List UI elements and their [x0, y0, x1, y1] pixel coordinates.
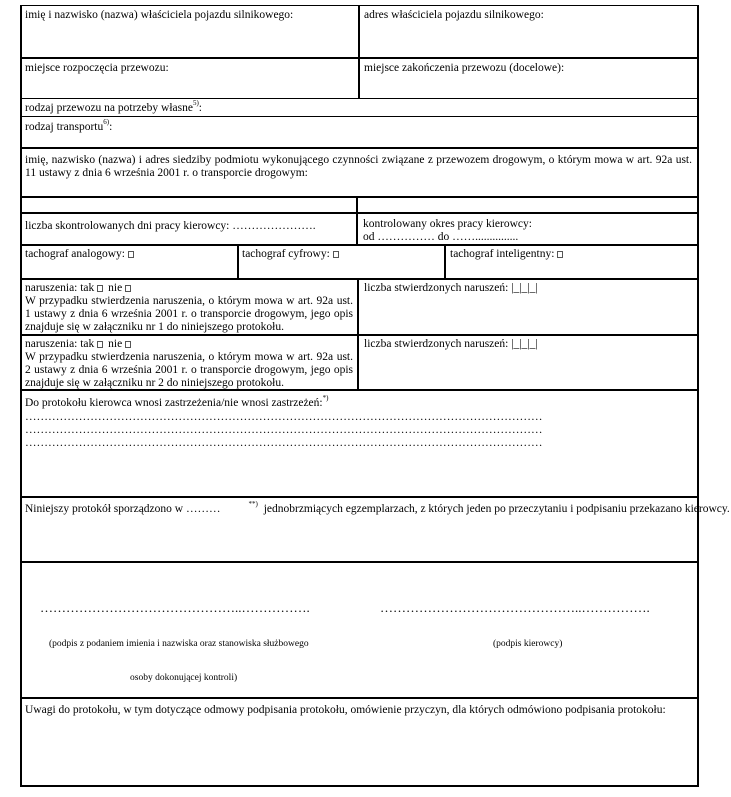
rule [20, 212, 699, 214]
digital-checkbox[interactable] [333, 251, 339, 258]
rule [20, 334, 699, 336]
violations-2-yes-checkbox[interactable] [97, 341, 103, 348]
rule [20, 196, 699, 198]
tachograph-smart: tachograf inteligentny: [450, 248, 565, 261]
copies-statement: Niniejszy protokół sporządzono w ……… **) jednobrzmiących egzemplarzach, z których jeden po przeczytaniu i podpisaniu przekazano kierowcy. [25, 500, 730, 515]
rule [20, 496, 699, 498]
rule [20, 561, 699, 563]
transport-type-label: rodzaj transportu$^{6)}$: [25, 118, 113, 133]
rule [20, 697, 699, 699]
violations-2-no-checkbox[interactable] [125, 341, 131, 348]
work-period-range: od …………… do ……............... [363, 231, 519, 243]
inspector-signature-line: ………………………………………..……………. [40, 600, 310, 615]
violations-2-choice: naruszenia: tak nie [25, 338, 133, 351]
column-divider [356, 196, 358, 245]
driver-signature-caption: (podpis kierowcy) [493, 639, 563, 649]
violations-2-count: liczba stwierdzonych naruszeń: |_|_|_| [364, 338, 538, 350]
objections-dots-1: ……………………………………………………………………………………………………………………… [25, 411, 543, 423]
smart-checkbox[interactable] [557, 251, 563, 258]
violations-1-yes-checkbox[interactable] [97, 285, 103, 292]
column-divider [237, 244, 239, 279]
objections-dots-3: ……………………………………………………………………………………………………………………… [25, 437, 543, 449]
driver-signature-line: ………………………………………..……………. [380, 600, 650, 615]
objections-dots-2: ……………………………………………………………………………………………………………………… [25, 424, 543, 436]
rule [20, 244, 699, 246]
remarks-label: Uwagi do protokołu, w tym dotyczące odmowy podpisania protokołu, omówienie przyczyn, dla których odmówiono podpisania protokołu: [25, 704, 666, 716]
inspector-signature-caption: (podpis z podaniem imienia i nazwiska oraz stanowiska służbowego [49, 639, 309, 649]
violations-1-no-checkbox[interactable] [125, 285, 131, 292]
rule [20, 147, 699, 149]
violations-1-choice: naruszenia: tak nie [25, 282, 133, 295]
days-checked-label: liczba skontrolowanych dni pracy kierowcy: …………………. [25, 220, 316, 232]
column-divider [444, 244, 446, 279]
tachograph-digital: tachograf cyfrowy: [242, 248, 341, 261]
own-needs-label: rodzaj przewozu na potrzeby własne$^{5)}$: [25, 99, 202, 114]
work-period-label: kontrolowany okres pracy kierowcy: [363, 218, 532, 230]
objections-label: Do protokołu kierowca wnosi zastrzeżenia/nie wnosi zastrzeżeń:*) [25, 394, 329, 409]
end-place-label: miejsce zakończenia przewozu (docelowe): [364, 62, 565, 74]
start-place-label: miejsce rozpoczęcia przewozu: [25, 62, 169, 74]
column-divider [358, 5, 360, 99]
violations-1-text: W przypadku stwierdzenia naruszenia, o którym mowa w art. 92a ust. 1 ustawy z dnia 6 września 2001 r. o transporcie drogowym, jego opis znajduje się w załączniku nr 1 do niniejszego protokołu. [25, 295, 353, 333]
entity-label: imię, nazwisko (nazwa) i adres siedziby podmiotu wykonującego czynności związane z przewozem drogowym, o którym mowa w art. 92a ust. 11 ustawy z dnia 6 września 2001 r. o transporcie drogowym: [25, 154, 692, 179]
violations-1-count: liczba stwierdzonych naruszeń: |_|_|_| [364, 282, 538, 294]
form-frame [20, 5, 699, 787]
column-divider [357, 278, 359, 390]
violations-2-text: W przypadku stwierdzenia naruszenia, o którym mowa w art. 92a ust. 2 ustawy z dnia 6 września 2001 r. o transporcie drogowym, jego opis znajduje się w załączniku nr 2 do niniejszego protokołu. [25, 351, 353, 389]
owner-address-label: adres właściciela pojazdu silnikowego: [364, 9, 544, 21]
rule [20, 278, 699, 280]
tachograph-analog: tachograf analogowy: [25, 248, 136, 261]
owner-name-label: imię i nazwisko (nazwa) właściciela pojazdu silnikowego: [25, 9, 294, 21]
rule [20, 116, 699, 117]
inspector-signature-caption-2: osoby dokonującej kontroli) [130, 673, 238, 683]
analog-checkbox[interactable] [128, 251, 134, 258]
